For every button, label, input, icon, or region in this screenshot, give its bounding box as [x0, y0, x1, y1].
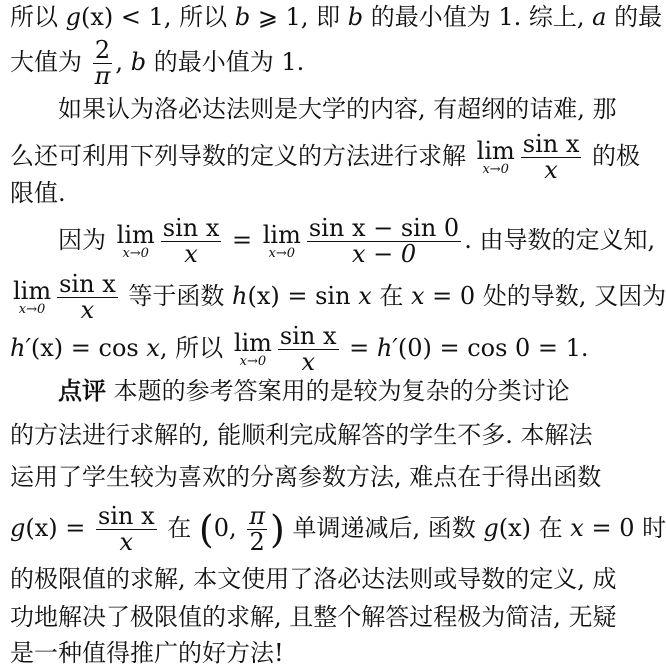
text: 大值为 [10, 48, 90, 76]
text: (0) = cos 0 = 1. [397, 334, 589, 362]
limit-operator [117, 223, 155, 260]
text: 的极限值的求解, 本文使用了洛必达法则或导数的定义, 成 [10, 565, 617, 593]
lim-word: lim [116, 221, 155, 249]
limit-operator [13, 279, 51, 316]
lim-subscript: x→0 [122, 246, 149, 261]
limit-operator [234, 331, 272, 368]
right-paren: ) [270, 507, 285, 552]
math-var: x [411, 282, 425, 310]
numerator: sin x [279, 321, 337, 350]
text: 的方法进行求解的, 能顺利完成解答的学生不多. 本解法 [10, 421, 593, 449]
math-var: h′ [376, 334, 398, 362]
text: (x) < 1, 所以 [81, 3, 235, 31]
numerator: sin x [522, 129, 580, 158]
text-line-13 [10, 564, 630, 594]
denominator: x [184, 240, 198, 268]
text: 的最小值为 1. 综上, [363, 3, 593, 31]
math-var: b [130, 48, 147, 76]
denominator: 2 [249, 528, 265, 556]
math-var: g [65, 3, 82, 31]
math-var: g [10, 514, 26, 542]
text: 限值. [10, 179, 66, 207]
math-var: b [347, 3, 364, 31]
fraction-sinx-over-x [521, 129, 582, 184]
text: 运用了学生较为喜欢的分离参数方法, 难点在于得出函数 [10, 463, 602, 491]
numerator: sin x [98, 501, 155, 530]
limit-operator [477, 139, 515, 176]
text: = [341, 334, 377, 362]
text: 单调递减后, 函数 [284, 514, 484, 542]
text-line-15 [10, 638, 630, 668]
text: 功地解决了极限值的求解, 且整个解答过程极为简洁, 无疑 [10, 603, 617, 631]
text-line-1 [10, 2, 663, 32]
left-paren: ( [198, 507, 214, 552]
text-line-8 [10, 320, 630, 376]
denominator: π [94, 62, 111, 90]
math-var: b [234, 3, 251, 31]
text: 在 [159, 514, 199, 542]
text: 0, [213, 514, 245, 542]
text: = 0 处的导数, 又因为 [424, 282, 666, 310]
denominator: x − 0 [351, 240, 417, 268]
text-line-2 [10, 34, 630, 90]
text: , 所以 [159, 334, 231, 362]
fraction-pi-over-two [247, 501, 267, 556]
text: 的最小值为 1. [146, 48, 305, 76]
lim-subscript: x→0 [482, 162, 509, 177]
math-var: x [146, 334, 160, 362]
math-var: x [358, 282, 372, 310]
fraction-two-over-pi [93, 35, 113, 90]
lim-word: lim [13, 277, 52, 305]
lim-word: lim [262, 221, 301, 249]
numerator: 2 [93, 38, 113, 64]
text: . 由导数的定义知, [464, 226, 656, 254]
text: 是一种值得推广的好方法! [10, 639, 284, 667]
text: 本题的参考答案用的是较为复杂的分类讨论 [106, 377, 570, 405]
numerator: sin x [162, 213, 220, 242]
lim-subscript: x→0 [18, 302, 46, 317]
math-var: x [570, 514, 584, 542]
fraction-sinx-over-x [96, 501, 157, 556]
text: 等于函数 [120, 282, 232, 310]
lim-word: lim [476, 137, 515, 165]
text-line-12 [10, 500, 666, 556]
denominator: x [544, 156, 558, 184]
denominator: x [301, 348, 315, 376]
comment-label: 点评 [58, 376, 106, 405]
math-var: a [592, 3, 607, 31]
text-line-7 [10, 268, 666, 324]
text-line-14 [10, 602, 630, 632]
text-line-10 [10, 420, 630, 450]
numerator: π [249, 501, 266, 530]
text: , [115, 48, 131, 76]
text: 因为 [58, 226, 114, 254]
text: 的最 [606, 3, 663, 31]
denominator: x [80, 296, 95, 324]
text-line-5 [10, 178, 630, 208]
text: 在 [371, 282, 411, 310]
fraction-sinx-over-x [278, 321, 339, 376]
limit-operator [263, 223, 301, 260]
text: (x) = [25, 514, 94, 542]
text: 所以 [10, 3, 66, 31]
text-line-11 [10, 462, 630, 492]
lim-subscript: x→0 [268, 246, 296, 261]
math-var: h′ [10, 334, 31, 362]
text: 么还可利用下列导数的定义的方法进行求解 [10, 142, 474, 170]
text: ⩾ 1, 即 [250, 3, 348, 31]
text-line-3 [58, 94, 630, 124]
fraction-difference-quotient [307, 213, 461, 268]
text: (x) = cos [30, 334, 147, 362]
fraction-sinx-over-x [57, 269, 118, 324]
text-line-9 [58, 376, 630, 406]
lim-subscript: x→0 [239, 354, 267, 369]
numerator: sin x − sin 0 [308, 213, 460, 242]
text-line-4 [10, 128, 641, 184]
lim-word: lim [233, 329, 272, 357]
text: 如果认为洛必达法则是大学的内容, 有超纲的诘难, 那 [58, 95, 617, 123]
text: (x) 在 [498, 514, 571, 542]
denominator: x [119, 528, 134, 556]
numerator: sin x [59, 269, 116, 298]
math-var: h [232, 282, 248, 310]
text: 的极 [584, 142, 641, 170]
text: = [224, 226, 260, 254]
fraction-sinx-over-x [161, 213, 222, 268]
text: (x) = sin [247, 282, 359, 310]
math-var: g [483, 514, 499, 542]
text: = 0 时 [583, 514, 666, 542]
text-line-6 [58, 212, 656, 268]
